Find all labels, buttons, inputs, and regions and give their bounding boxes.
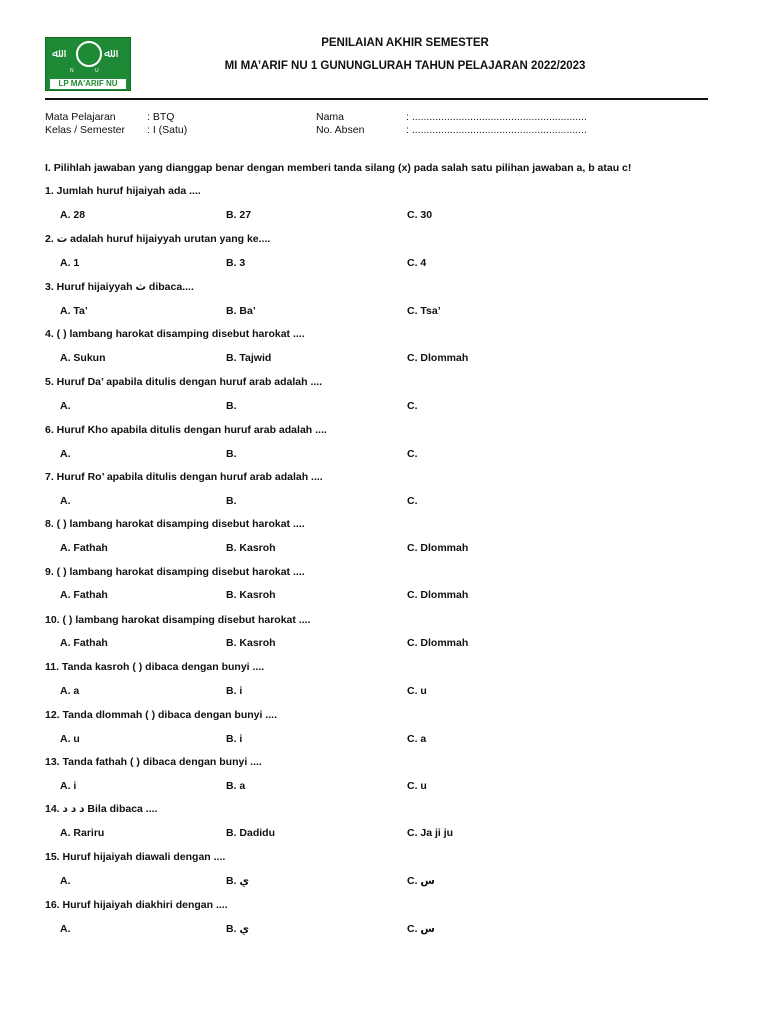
class-label: Kelas / Semester (45, 124, 125, 136)
option-b[interactable]: B. i (226, 685, 243, 697)
absen-field[interactable]: : ............................................................ (406, 124, 587, 136)
name-field[interactable]: : ............................................................ (406, 111, 587, 123)
option-c[interactable]: C. (407, 400, 418, 412)
option-a[interactable]: A. Sukun (60, 352, 106, 364)
option-b[interactable]: B. (226, 400, 237, 412)
question-text: 1. Jumlah huruf hijaiyah ada .... (45, 185, 201, 197)
question-text: 2. ت adalah huruf hijaiyyah urutan yang ke.... (45, 233, 271, 245)
option-c[interactable]: C. Dlommah (407, 637, 469, 649)
option-a[interactable]: A. Fathah (60, 589, 108, 601)
option-a[interactable]: A. Fathah (60, 637, 108, 649)
option-a[interactable]: A. Rariru (60, 827, 105, 839)
option-a[interactable]: A. Ta’ (60, 305, 88, 317)
student-info-left (45, 111, 187, 137)
option-c[interactable]: C. Dlommah (407, 352, 469, 364)
option-b[interactable]: B. Kasroh (226, 542, 276, 554)
option-a[interactable]: A. Fathah (60, 542, 108, 554)
question-text: 6. Huruf Kho apabila ditulis dengan huruf arab adalah .... (45, 424, 327, 436)
option-b[interactable]: B. ي (226, 923, 250, 935)
option-c[interactable]: C. Dlommah (407, 589, 469, 601)
option-a[interactable]: A. a (60, 685, 80, 697)
option-c[interactable]: C. a (407, 733, 427, 745)
student-info-right (316, 111, 587, 137)
subject-value: : BTQ (147, 111, 175, 123)
option-b[interactable]: B. Kasroh (226, 589, 276, 601)
option-b[interactable]: B. a (226, 780, 246, 792)
instruction-text: I. Pilihlah jawaban yang dianggap benar dengan memberi tanda silang (x) pada salah satu pilihan jawaban a, b atau c! (45, 162, 632, 174)
question-text: 4. ( ) lambang harokat disamping disebut harokat .... (45, 328, 305, 340)
option-b[interactable]: B. Tajwid (226, 352, 272, 364)
option-c[interactable]: C. س (407, 923, 435, 935)
option-b[interactable]: B. Dadidu (226, 827, 275, 839)
question-text: 13. Tanda fathah ( ) dibaca dengan bunyi .... (45, 756, 262, 768)
exam-title: PENILAIAN AKHIR SEMESTER (321, 37, 489, 49)
absen-label: No. Absen (316, 124, 365, 136)
subject-label: Mata Pelajaran (45, 111, 116, 123)
name-label: Nama (316, 111, 345, 123)
option-b[interactable]: B. 27 (226, 209, 252, 221)
nu-letters: N U (70, 68, 109, 74)
logo-caption: LP MA'ARIF NU (50, 79, 126, 89)
option-c[interactable]: C. 4 (407, 257, 427, 269)
question-text: 9. ( ) lambang harokat disamping disebut harokat .... (45, 566, 305, 578)
option-c[interactable]: C. Dlommah (407, 542, 469, 554)
header-divider (45, 98, 708, 100)
lp-maarif-nu-logo (45, 37, 131, 91)
question-text: 14. د د د Bila dibaca .... (45, 803, 158, 815)
option-a[interactable]: A. (60, 448, 71, 460)
option-c[interactable]: C. Ja ji ju (407, 827, 454, 839)
option-b[interactable]: B. ي (226, 875, 250, 887)
question-text: 15. Huruf hijaiyah diawali dengan .... (45, 851, 226, 863)
option-a[interactable]: A. u (60, 733, 80, 745)
question-text: 3. Huruf hijaiyyah ث dibaca.... (45, 281, 194, 293)
question-text: 7. Huruf Ro’ apabila ditulis dengan huruf arab adalah .... (45, 471, 323, 483)
option-a[interactable]: A. (60, 875, 71, 887)
question-text: 10. ( ) lambang harokat disamping disebut harokat .... (45, 614, 311, 626)
globe-icon (76, 41, 102, 67)
option-a[interactable]: A. (60, 495, 71, 507)
calligraphy-icon: ﷲ (104, 46, 112, 60)
option-c[interactable]: C. u (407, 685, 427, 697)
question-text: 5. Huruf Da’ apabila ditulis dengan huruf arab adalah .... (45, 376, 323, 388)
option-c[interactable]: C. u (407, 780, 427, 792)
option-a[interactable]: A. 1 (60, 257, 80, 269)
option-c[interactable]: C. س (407, 875, 435, 887)
question-text: 11. Tanda kasroh ( ) dibaca dengan bunyi .... (45, 661, 265, 673)
option-b[interactable]: B. (226, 448, 237, 460)
question-text: 12. Tanda dlommah ( ) dibaca dengan bunyi .... (45, 709, 278, 721)
option-b[interactable]: B. i (226, 733, 243, 745)
calligraphy-icon: ﷲ (52, 46, 60, 60)
option-a[interactable]: A. (60, 923, 71, 935)
question-text: 8. ( ) lambang harokat disamping disebut harokat .... (45, 518, 305, 530)
school-title: MI MA’ARIF NU 1 GUNUNGLURAH TAHUN PELAJARAN 2022/2023 (224, 60, 586, 72)
option-c[interactable]: C. Tsa’ (407, 305, 441, 317)
option-a[interactable]: A. (60, 400, 71, 412)
option-a[interactable]: A. 28 (60, 209, 86, 221)
option-b[interactable]: B. 3 (226, 257, 246, 269)
option-b[interactable]: B. Ba’ (226, 305, 256, 317)
option-c[interactable]: C. 30 (407, 209, 433, 221)
option-b[interactable]: B. (226, 495, 237, 507)
option-b[interactable]: B. Kasroh (226, 637, 276, 649)
option-c[interactable]: C. (407, 448, 418, 460)
option-a[interactable]: A. i (60, 780, 77, 792)
question-text: 16. Huruf hijaiyah diakhiri dengan .... (45, 899, 228, 911)
class-value: : I (Satu) (147, 124, 188, 136)
option-c[interactable]: C. (407, 495, 418, 507)
